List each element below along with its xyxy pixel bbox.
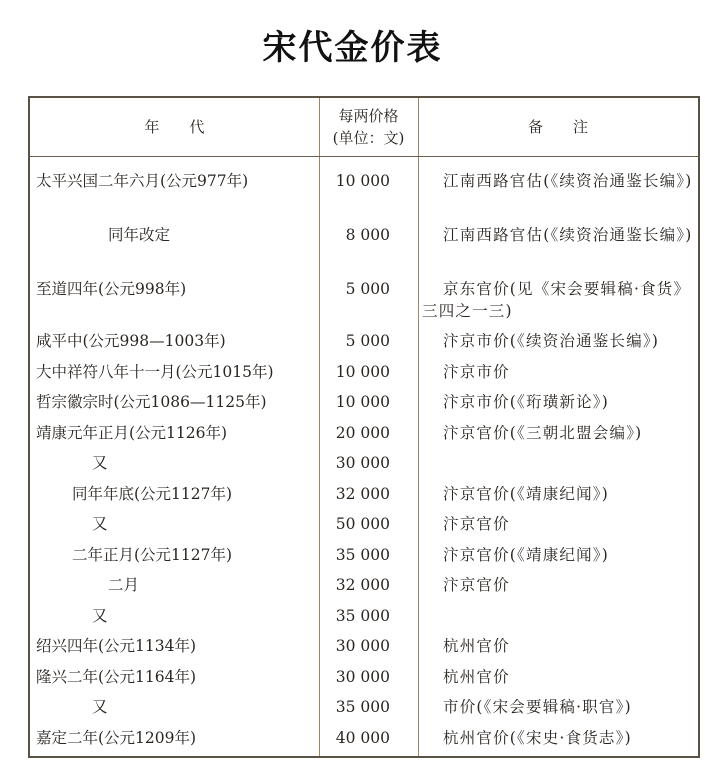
note-cell: 汴京官价 (443, 576, 510, 594)
page-title: 宋代金价表 (262, 28, 443, 68)
era-cell: 二年正月(公元1127年) (72, 545, 233, 564)
era-cell: 二月 (108, 576, 140, 594)
era-cell: 太平兴国二年六月(公元977年) (36, 172, 249, 190)
gold-price-table (28, 96, 700, 758)
price-cell: 30 000 (335, 454, 390, 472)
price-cell: 35 000 (335, 545, 390, 564)
note-cell: 江南西路官估(《续资治通鉴长编》) (443, 226, 693, 244)
price-cell: 10 000 (335, 393, 390, 411)
note-cell: 杭州官价 (443, 667, 510, 686)
table-row (30, 601, 698, 632)
note-cell: 汴京官价(《靖康纪闻》) (443, 484, 609, 503)
price-cell: 32 000 (335, 576, 390, 594)
era-cell: 咸平中(公元998—1003年) (36, 332, 226, 350)
table-row (30, 540, 698, 571)
price-cell: 20 000 (335, 423, 390, 442)
price-cell: 40 000 (335, 728, 390, 747)
table-row (30, 570, 698, 601)
note-cell: 汴京官价 (443, 515, 510, 533)
table-row (30, 723, 698, 754)
header-price-unit: (单位：文) (332, 129, 405, 147)
era-cell: 同年改定 (108, 226, 171, 244)
era-cell: 同年年底(公元1127年) (72, 484, 233, 503)
era-cell: 至道四年(公元998年) (36, 280, 187, 298)
era-cell: 又 (92, 454, 108, 472)
note-cell: 杭州官价 (443, 637, 510, 655)
price-cell: 32 000 (335, 484, 390, 503)
header-price-label: 每两价格 (338, 107, 399, 125)
table-row (30, 509, 698, 540)
note-cell: 京东官价(见《宋会要辑稿·食货》三四之一三) (422, 280, 691, 320)
header-note: 备 注 (527, 118, 588, 136)
price-cell: 8 000 (345, 226, 390, 244)
era-cell: 隆兴二年(公元1164年) (36, 667, 197, 686)
era-cell: 又 (92, 698, 108, 716)
note-cell: 汴京市价(《珩璜新论》) (443, 393, 609, 411)
table-row (30, 631, 698, 662)
header-price (319, 98, 418, 156)
note-cell: 汴京市价 (443, 362, 510, 381)
table-row (30, 274, 698, 326)
table-row (30, 166, 698, 220)
table-row (30, 326, 698, 357)
note-cell: 江南西路官估(《续资治通鉴长编》) (443, 172, 693, 190)
price-cell: 10 000 (335, 362, 390, 381)
price-cell: 30 000 (335, 667, 390, 686)
header-divider (30, 156, 698, 157)
price-cell: 5 000 (345, 332, 390, 350)
price-cell: 50 000 (335, 515, 390, 533)
header-era: 年 代 (144, 118, 205, 136)
note-cell: 市价(《宋会要辑稿·职官》) (443, 698, 632, 716)
table-row (30, 220, 698, 274)
price-cell: 10 000 (335, 172, 390, 190)
era-cell: 绍兴四年(公元1134年) (36, 637, 197, 655)
era-cell: 嘉定二年(公元1209年) (36, 728, 197, 747)
era-cell: 又 (92, 515, 108, 533)
table-row (30, 448, 698, 479)
table-row (30, 479, 698, 510)
table-row (30, 662, 698, 693)
note-cell: 汴京官价(《三朝北盟会编》) (443, 423, 643, 442)
price-cell: 30 000 (335, 637, 390, 655)
table-row (30, 418, 698, 449)
era-cell: 大中祥符八年十一月(公元1015年) (36, 362, 274, 381)
table-row (30, 692, 698, 723)
era-cell: 哲宗徽宗时(公元1086—1125年) (36, 393, 267, 411)
era-cell: 靖康元年正月(公元1126年) (36, 423, 228, 442)
era-cell: 又 (92, 606, 108, 625)
note-cell: 汴京官价(《靖康纪闻》) (443, 545, 609, 564)
note-cell: 汴京市价(《续资治通鉴长编》) (443, 332, 660, 350)
price-cell: 35 000 (335, 698, 390, 716)
price-cell: 35 000 (335, 606, 390, 625)
price-cell: 5 000 (345, 280, 390, 298)
note-cell: 杭州官价(《宋史·食货志》) (443, 728, 632, 747)
table-row (30, 357, 698, 388)
table-row (30, 387, 698, 418)
